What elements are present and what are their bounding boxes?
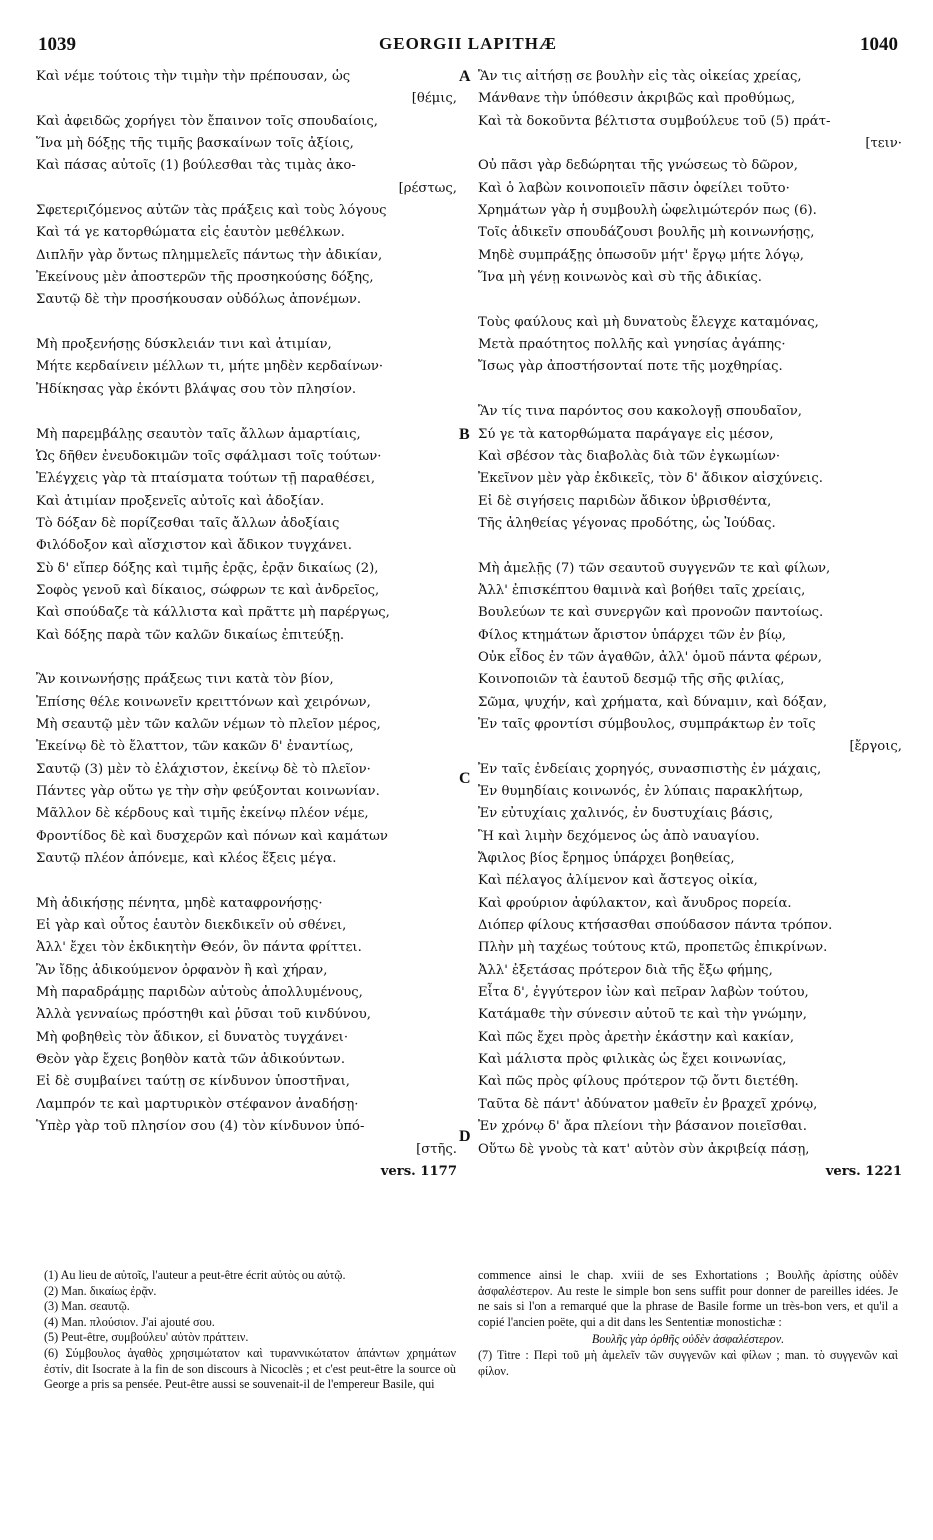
verse-line: Ἵνα μὴ δόξῃς τῆς τιμῆς βασκαίνων τοῖς ἀξίοις, (36, 136, 354, 152)
verse-line: Ἀλλ' ἐπισκέπτου θαμινὰ καὶ βοήθει ταῖς χρείαις, (478, 582, 806, 598)
verse-line: Καὶ ἀφειδῶς χορήγει τὸν ἔπαινον τοῖς σπουδαίοις, (36, 113, 378, 129)
verse-line: Σῶμα, ψυχήν, καὶ χρήματα, καὶ δύναμιν, καὶ δόξαν, (478, 694, 828, 710)
verse-line: Θεὸν γὰρ ἔχεις βοηθὸν κατὰ τῶν ἀδικούντων. (36, 1052, 346, 1068)
verse-line: Ἵνα μὴ γένῃ κοινωνὸς καὶ σὺ τῆς ἀδικίας. (478, 270, 762, 286)
verse-line: Ἢ καὶ λιμὴν δεχόμενος ὡς ἀπὸ ναυαγίου. (478, 828, 760, 844)
verse-line: Ταῦτα δὲ πάντ' ἀδύνατον μαθεῖν ἐν βραχεῖ χρόνῳ, (478, 1096, 818, 1112)
verse-line: Ἂν τίς τινα παρόντος σου κακολογῇ σπουδαῖον, (478, 404, 802, 420)
left-verse-column (36, 66, 457, 1183)
verse-line: Κοινοποιῶν τὰ ἑαυτοῦ δεσμῷ τῆς σῆς φιλίας, (478, 672, 785, 688)
verse-reference: vers. 1221 (825, 1163, 902, 1179)
verse-line: Ἐλέγχεις γὰρ τὰ πταίσματα τούτων τῇ παραθέσει, (36, 471, 376, 487)
verse-continuation: [ἔργοις, (849, 739, 902, 755)
verse-line: Εἰ γὰρ καὶ οὗτος ἑαυτὸν διεκδικεῖν οὐ σθένει, (36, 918, 347, 934)
verse-line: Καὶ ὁ λαβὼν κοινοποιεῖν πᾶσιν ὀφείλει τοῦτο· (478, 180, 790, 196)
verse-line: Σὺ δ' εἴπερ δόξης καὶ τιμῆς ἐρᾷς, ἐρᾷν δικαίως (2), (36, 560, 379, 576)
verse-line: Ἐκεῖνον μὲν γὰρ ἐκδικεῖς, τὸν δ' ἄδικον αἰσχύνεις. (478, 471, 823, 487)
verse-line: Καὶ τά γε κατορθώματα εἰς ἑαυτὸν μεθέλκων. (36, 225, 345, 241)
verse-line: Ἂν ἴδῃς ἀδικούμενον ὀρφανὸν ἢ καὶ χήραν, (36, 962, 328, 978)
verse-line: Μετὰ πραότητος πολλῆς καὶ γνησίας ἀγάπης· (478, 337, 786, 353)
footnote-3: (3) Man. σεαυτῷ. (44, 1299, 130, 1314)
verse-line: Βουλεύων τε καὶ συνεργῶν καὶ προνοῶν παντοίως. (478, 605, 824, 621)
left-page-number: 1039 (38, 34, 76, 55)
verse-line: Εἰ δὲ συμβαίνει ταύτῃ σε κίνδυνον ὑποστῆναι, (36, 1074, 350, 1090)
verse-line: Ἀλλ' ἐξετάσας πρότερον διὰ τῆς ἔξω φήμης, (478, 962, 773, 978)
verse-line: Μᾶλλον δὲ κέρδους καὶ τιμῆς ἐκείνῳ πλέον νέμε, (36, 806, 369, 822)
footnote-7: (7) Titre : Περὶ τοῦ μὴ ἀμελεῖν τῶν συγγενῶν καὶ φίλων ; man. τὸ συγγενῶν καὶ φίλον. (478, 1347, 898, 1378)
verse-line: Ἐκείνους μὲν ἀποστερῶν τῆς προσηκούσης δόξης, (36, 270, 374, 286)
verse-line: Μάνθανε τὴν ὑπόθεσιν ἀκριβῶς καὶ προθύμως, (478, 91, 796, 107)
verse-line: Ἂν κοινωνήσῃς πράξεως τινι κατὰ τὸν βίον, (36, 672, 334, 688)
verse-line: Τοῖς ἀδικεῖν σπουδάζουσι βουλῆς μὴ κοινωνήσῃς, (478, 225, 815, 241)
footnote-quote: Βουλῆς γὰρ ὀρθῆς οὐδὲν ἀσφαλέστερον. (591, 1332, 785, 1347)
verse-line: Ἐν ταῖς ἐνδείαις χορηγός, συνασπιστὴς ἐν μάχαις, (478, 761, 822, 777)
verse-line: Σύ γε τὰ κατορθώματα παράγαγε εἰς μέσον, (478, 426, 774, 442)
verse-line: Καὶ μάλιστα πρὸς φιλικὰς ὡς ἔχει κοινωνίας, (478, 1052, 787, 1068)
verse-line: Ὑπὲρ γὰρ τοῦ πλησίον σου (4) τὸν κίνδυνον ὑπό- (36, 1119, 365, 1135)
verse-line: Σοφὸς γενοῦ καὶ δίκαιος, σώφρων τε καὶ ἀνδρεῖος, (36, 582, 380, 598)
stanza-gap (36, 870, 457, 892)
verse-line: Σαυτῷ (3) μὲν τὸ ἐλάχιστον, ἐκείνῳ δὲ τὸ πλεῖον· (36, 761, 371, 777)
verse-line: Ἀλλὰ γενναίως πρόστηθι καὶ ῥῦσαι τοῦ κινδύνου, (36, 1007, 371, 1023)
footnotes-right (478, 1268, 898, 1379)
verse-line: Καὶ σβέσον τὰς διαβολὰς διὰ τῶν ἐγκωμίων· (478, 448, 781, 464)
verse-line: Καὶ φρούριον ἀφύλακτον, καὶ ἄνυδρος πορεία. (478, 895, 792, 911)
verse-line: Ἀλλ' ἔχει τὸν ἐκδικητὴν Θεόν, ὃν πάντα φρίττει. (36, 940, 362, 956)
footnote-6-continued: commence ainsi le chap. xviii de ses Exhortations ; Βουλῆς ἀρίστης οὐδὲν ἀσφαλέστερον. Au reste le simple bon sens suffit pour donner de pareilles idées. Je ne sais si l'on a remarqué que la phrase de Basile forme un très-bon vers, et qu'il a copié l'ancien poëte, qui a dit dans les Sententiæ monostichæ : (478, 1268, 898, 1329)
verse-line: Οὐκ εἶδος ἐν τῶν ἀγαθῶν, ἀλλ' ὁμοῦ πάντα φέρων, (478, 649, 822, 665)
verse-reference: vers. 1177 (380, 1163, 457, 1179)
verse-line: Ἠδίκησας γὰρ ἑκόντι βλάψας σου τὸν πλησίον. (36, 381, 357, 397)
verse-line: Ἂν τις αἰτήσῃ σε βουλὴν εἰς τὰς οἰκείας χρείας, (478, 69, 802, 84)
verse-line: Τῆς ἀληθείας γέγονας προδότης, ὡς Ἰούδας. (478, 515, 776, 531)
verse-line: Ὡς δῆθεν ἐνευδοκιμῶν τοῖς σφάλμασι τοῖς τούτων· (36, 448, 382, 464)
verse-line: Καὶ ἀτιμίαν προξενεῖς αὐτοῖς καὶ ἀδοξίαν. (36, 493, 325, 509)
verse-line: Κατάμαθε τὴν σύνεσιν αὐτοῦ τε καὶ τὴν γνώμην, (478, 1007, 807, 1023)
verse-continuation: [στῆς. (416, 1141, 457, 1157)
margin-marker-b: B (459, 426, 470, 443)
verse-continuation: [τειν· (865, 136, 902, 152)
verse-line: Σαυτῷ πλέον ἀπόνεμε, καὶ κλέος ἕξεις μέγα. (36, 851, 337, 867)
verse-line: Φροντίδος δὲ καὶ δυσχερῶν καὶ πόνων καὶ καμάτων (36, 828, 388, 844)
verse-line: Εἰ δὲ σιγήσεις παριδὼν ἄδικον ὑβρισθέντα, (478, 493, 772, 509)
verse-line: Μὴ προξενήσῃς δύσκλειάν τινι καὶ ἀτιμίαν, (36, 337, 332, 353)
verse-line: Μηδὲ συμπράξῃς ὁπωσοῦν μήτ' ἔργῳ μήτε λόγῳ, (478, 247, 804, 263)
stanza-gap (478, 379, 902, 401)
stanza-gap (478, 289, 902, 311)
verse-line: Λαμπρόν τε καὶ μαρτυρικὸν στέφανον ἀναδήσῃ· (36, 1096, 359, 1112)
footnote-5: (5) Peut-être, συμβούλευ' αὐτὸν πράττειν. (44, 1330, 249, 1345)
verse-line: Μήτε κερδαίνειν μέλλων τι, μήτε μηδὲν κερδαίνων· (36, 359, 384, 375)
verse-line: Καὶ νέμε τούτοις τὴν τιμὴν τὴν πρέπουσαν, ὡς (36, 69, 351, 84)
verse-line: Ἐν ταῖς φροντίσι σύμβουλος, συμπράκτωρ ἐν τοῖς (478, 716, 816, 732)
stanza-gap (36, 647, 457, 669)
margin-marker-c: C (459, 770, 471, 787)
verse-line: Ἐν εὐτυχίαις χαλινός, ἐν δυστυχίαις βάσις, (478, 806, 774, 822)
verse-line: Καὶ πάσας αὐτοῖς (1) βούλεσθαι τὰς τιμὰς ἀκο- (36, 158, 356, 174)
verse-line: Τὸ δόξαν δὲ πορίζεσθαι ταῖς ἄλλων ἀδοξίαις (36, 515, 340, 531)
verse-line: Ἐπίσης θέλε κοινωνεῖν κρειττόνων καὶ χειρόνων, (36, 694, 371, 710)
verse-line: Καὶ πῶς πρὸς φίλους πρότερον τῷ ὄντι διετέθη. (478, 1074, 799, 1090)
footnote-2: (2) Man. δικαίως ἐρᾷν. (44, 1283, 157, 1298)
verse-line: Φιλόδοξον καὶ αἴσχιστον καὶ ἄδικον τυγχάνει. (36, 538, 352, 554)
right-page-number: 1040 (860, 34, 898, 55)
verse-line: Μὴ ἀδικήσῃς πένητα, μηδὲ καταφρονήσῃς· (36, 895, 323, 911)
stanza-gap (478, 535, 902, 557)
verse-line: Ἐν χρόνῳ δ' ἄρα πλείονι τὴν βάσανον ποιεῖσθαι. (478, 1119, 807, 1135)
verse-line: Μὴ φοβηθεὶς τὸν ἄδικον, εἰ δυνατὸς τυγχάνει· (36, 1029, 349, 1045)
verse-line: Καὶ δόξης παρὰ τῶν καλῶν δικαίως ἐπιτεύξῃ. (36, 627, 345, 643)
verse-continuation: [ρέστως, (398, 180, 457, 196)
stanza-gap (36, 312, 457, 334)
verse-line: Πλὴν μὴ ταχέως τούτους κτῶ, προπετῶς ἐπικρίνων. (478, 940, 828, 956)
right-verse-column (478, 66, 902, 1183)
verse-line: Καὶ πέλαγος ἀλίμενον καὶ ἄστεγος οἰκία, (478, 873, 758, 889)
verse-line: Μὴ παραδράμῃς παριδὼν αὐτοὺς ἀπολλυμένους, (36, 985, 363, 1001)
margin-marker-d: D (459, 1128, 471, 1145)
running-title: GEORGII LAPITHÆ (379, 34, 557, 53)
stanza-gap (36, 401, 457, 423)
verse-continuation: [θέμις, (411, 91, 457, 107)
verse-line: Ἐκείνῳ δὲ τὸ ἔλαττον, τῶν κακῶν δ' ἐναντίως, (36, 739, 354, 755)
verse-line: Διόπερ φίλους κτήσασθαι σπούδασον πάντα τρόπον. (478, 918, 833, 934)
verse-line: Οὕτω δὲ γνοὺς τὰ κατ' αὐτὸν σὺν ἀκριβείᾳ πάσῃ, (478, 1141, 810, 1157)
verse-line: Ἴσως γὰρ ἀποστήσονταί ποτε τῆς μοχθηρίας. (478, 359, 783, 375)
verse-line: Εἶτα δ', ἐγγύτερον ἰὼν καὶ πεῖραν λαβὼν τούτου, (478, 985, 809, 1001)
verse-line: Τοὺς φαύλους καὶ μὴ δυνατοὺς ἔλεγχε καταμόνας, (478, 314, 819, 330)
verse-line: Μὴ ἀμελῇς (7) τῶν σεαυτοῦ συγγενῶν τε καὶ φίλων, (478, 560, 831, 576)
verse-line: Ἄφιλος βίος ἔρημος ὑπάρχει βοηθείας, (478, 851, 735, 867)
footnote-4: (4) Man. πλούσιον. J'ai ajouté σου. (44, 1314, 215, 1329)
verse-line: Σφετεριζόμενος αὐτῶν τὰς πράξεις καὶ τοὺς λόγους (36, 203, 387, 219)
footnotes-left (44, 1268, 456, 1393)
verse-line: Μὴ παρεμβάλῃς σεαυτὸν ταῖς ἄλλων ἁμαρτίαις, (36, 426, 361, 442)
verse-line: Χρημάτων γὰρ ἡ συμβουλὴ ὠφελιμώτερόν πως (6). (478, 203, 817, 219)
verse-line: Μὴ σεαυτῷ μὲν τῶν καλῶν νέμων τὸ πλεῖον μέρος, (36, 716, 381, 732)
verse-line: Διπλῆν γὰρ ὄντως πλημμελεῖς πάντως τὴν ἀδικίαν, (36, 247, 383, 263)
verse-line: Ἐν θυμηδίαις κοινωνός, ἐν λύπαις παρακλήτωρ, (478, 784, 804, 799)
verse-line: Καὶ σπούδαζε τὰ κάλλιστα καὶ πρᾶττε μὴ παρέργως, (36, 605, 390, 621)
margin-marker-a: A (459, 68, 471, 85)
verse-line: Καὶ τὰ δοκοῦντα βέλτιστα συμβούλευε τοῦ (5) πράτ- (478, 113, 831, 129)
page-header (38, 34, 898, 58)
verse-line: Σαυτῷ δὲ τὴν προσήκουσαν οὐδόλως ἀπονέμων. (36, 292, 362, 308)
verse-line: Φίλος κτημάτων ἄριστον ὑπάρχει τῶν ἐν βίῳ, (478, 627, 787, 643)
verse-line: Πάντες γὰρ οὕτω γε τὴν σὴν φεύξονται κοινωνίαν. (36, 784, 380, 799)
footnote-6: (6) Σύμβουλος ἀγαθὸς χρησιμώτατον καὶ τυραννικώτατον ἁπάντων χρημάτων ἐστίν, dit Isocrate à la fin de son discours à Nicoclès ; et c'est peut-être la source où George a pris sa pensée. Peut-être aussi se souvenait-il de l'empereur Basile, qui (44, 1345, 456, 1392)
verse-line: Καὶ πῶς ἔχει πρὸς ἀρετὴν ἑκάστην καὶ κακίαν, (478, 1029, 795, 1045)
verse-line: Οὐ πᾶσι γὰρ δεδώρηται τῆς γνώσεως τὸ δῶρον, (478, 158, 798, 174)
footnote-1: (1) Au lieu de αὐτοῖς, l'auteur a peut-être écrit αὐτὸς ou αὐτῷ. (44, 1268, 346, 1282)
